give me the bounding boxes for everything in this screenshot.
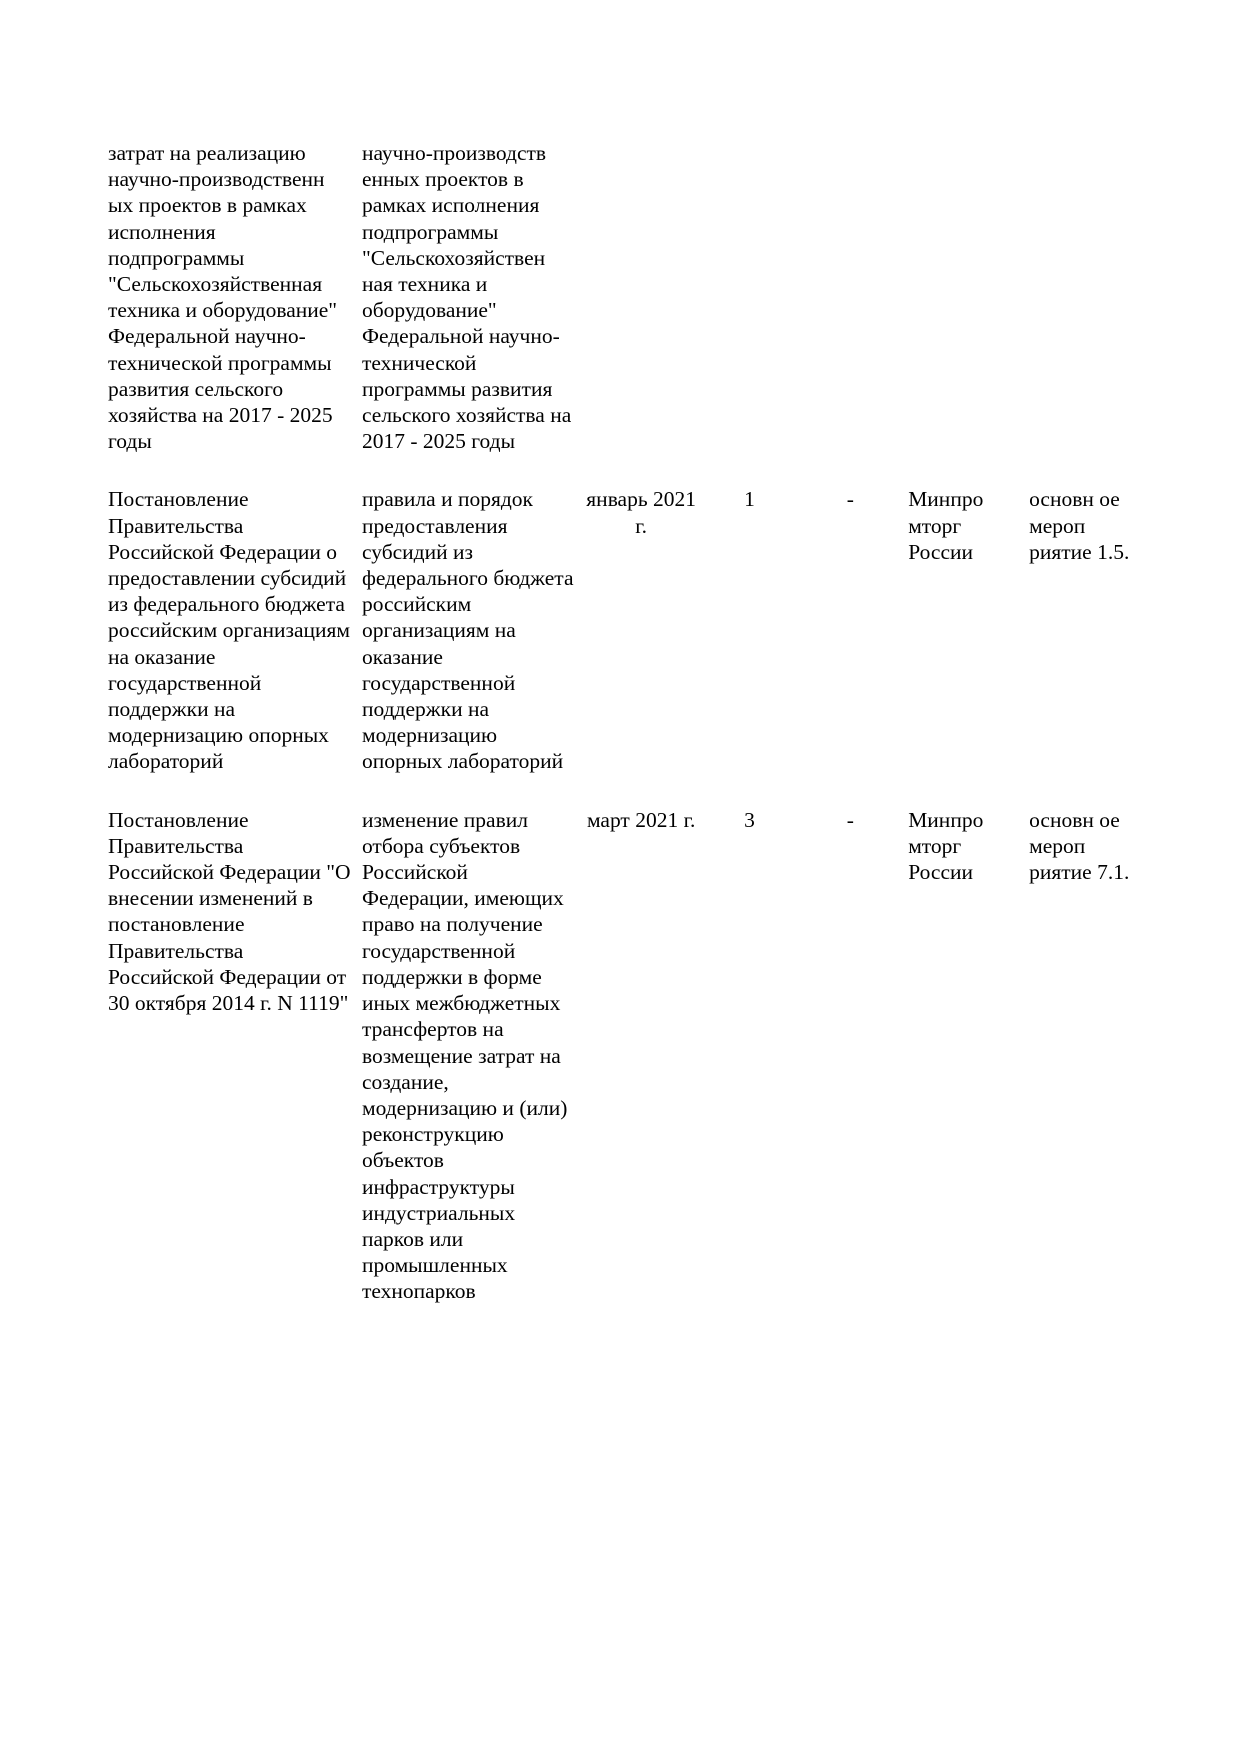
cell-executor	[908, 140, 1029, 454]
row-spacer	[108, 775, 1140, 807]
cell-number	[707, 140, 803, 454]
cell-act: Постановление Правительства Российской Федерации "О внесении изменений в постановление Правительства Российской Федерации от 30 октября 2014 г. N 1119"	[108, 807, 356, 1016]
cell-content: правила и порядок предоставления субсидий из федерального бюджета российским организациям на оказание государственной поддержки на модернизацию опорных лабораторий	[361, 487, 579, 774]
cell-measure	[1029, 140, 1140, 454]
cell-executor: Минпро мторг России	[908, 807, 989, 885]
table-row	[108, 807, 1140, 1305]
cell-date: январь 2021 г.	[586, 487, 702, 538]
cell-number: 1	[744, 487, 755, 512]
cell-content: научно-производств енных проектов в рамках исполнения подпрограммы "Сельскохозяйствен ная техника и оборудование" Федеральной научно-технической программы развития сельского хозяйства на 2017 - 2025 годы	[361, 141, 577, 454]
regulatory-acts-table	[108, 140, 1140, 1305]
cell-act: Постановление Правительства Российской Федерации о предоставлении субсидий из федерального бюджета российским организациям на оказание государственной поддержки на модернизацию опорных лабораторий	[108, 487, 356, 774]
cell-measure: основн ое мероп риятие 7.1.	[1029, 807, 1130, 885]
cell-extra: -	[846, 487, 854, 512]
cell-number: 3	[744, 807, 755, 832]
cell-date	[586, 140, 707, 454]
cell-extra: -	[846, 807, 854, 832]
cell-date: март 2021 г.	[586, 807, 696, 832]
row-spacer	[108, 454, 1140, 486]
cell-act: затрат на реализацию научно-производственн ых проектов в рамках исполнения подпрограммы "Сельскохозяйственная техника и оборудование" Федеральной научно-технической программы развития сельского хозяйства на 2017 - 2025 годы	[108, 141, 343, 454]
table-row	[108, 486, 1140, 774]
cell-content: изменение правил отбора субъектов Российской Федерации, имеющих право на получение государственной поддержки в форме иных межбюджетных трансфертов на возмещение затрат на создание, модернизацию и (или) реконструкцию объектов инфраструктуры индустриальных парков или промышленных технопарков	[361, 807, 573, 1304]
table-row	[108, 140, 1140, 454]
cell-extra	[802, 140, 908, 454]
cell-executor: Минпро мторг России	[908, 487, 989, 564]
cell-measure: основн ое мероп риятие 1.5.	[1029, 487, 1130, 564]
